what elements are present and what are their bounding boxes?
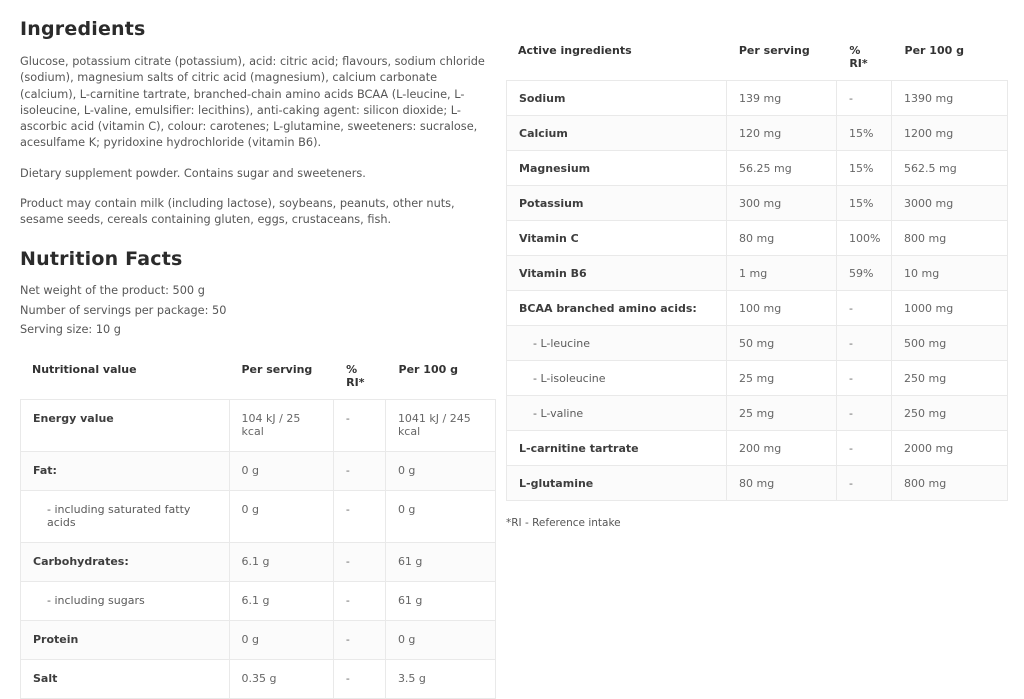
ingredients-text: Glucose, potassium citrate (potassium), acid: citric acid; flavours, sodium chloride (sodium), magnesium salts of citric acid (magnesium), calcium carbonate (calcium), L-carnitine tartrate, branched-chain amino acids BCAA (L-leucine, L-isoleucine, L-valine, emulsifier: lecithins), anti-caking agent: silicon dioxide; L-ascorbic acid (vitamin C), colour: carotenes; L-glutamine, sweeteners: sucralose, acesulfame K; pyridoxine hydrochloride (vitamin B6).	[20, 55, 485, 150]
net-weight-line: Net weight of the product: 500 g	[20, 284, 205, 298]
table-row	[21, 490, 495, 542]
per-100g-value: 10 mg	[904, 266, 940, 280]
per-serving-value: 80 mg	[727, 466, 837, 500]
per-100g-value: 2000 mg	[904, 441, 954, 455]
row-label: - L-leucine	[507, 326, 727, 360]
per-serving-value: 200 mg	[727, 431, 837, 465]
per-100g-value: 0 g	[397, 503, 416, 517]
row-label: Vitamin C	[507, 221, 727, 255]
table-row	[21, 659, 495, 698]
ri-value: 15%	[837, 151, 892, 185]
row-label: L-glutamine	[507, 466, 727, 500]
per-serving-value: 104 kJ / 25 kcal	[230, 400, 334, 451]
per-serving-value: 0.35 g	[230, 660, 334, 698]
servings-line: Number of servings per package: 50	[20, 303, 227, 317]
per-100g-value: 61 g	[397, 594, 423, 608]
table-row	[507, 465, 1007, 500]
ri-value: -	[334, 400, 386, 451]
ri-value: -	[334, 491, 386, 542]
per-100g-value: 500 mg	[904, 336, 947, 350]
per-serving-value: 50 mg	[727, 326, 837, 360]
per-serving-value: 56.25 mg	[727, 151, 837, 185]
table-row	[21, 581, 495, 620]
allergen-note: Product may contain milk (including lactose), soybeans, peanuts, other nuts, sesame seeds, cereals containing gluten, eggs, crustaceans, fish.	[20, 196, 455, 227]
table-row	[507, 185, 1007, 220]
table-row	[507, 325, 1007, 360]
active-ingredients-table	[506, 36, 1008, 501]
column-header: % RI*	[849, 44, 868, 70]
column-header: Per 100 g	[398, 362, 458, 376]
serving-size-line: Serving size: 10 g	[20, 323, 121, 337]
nutrition-facts-title: Nutrition Facts	[20, 248, 183, 271]
table-header-row	[20, 355, 496, 399]
column-header: Nutritional value	[32, 362, 137, 376]
table-row	[507, 115, 1007, 150]
row-label: - including sugars	[21, 582, 230, 620]
ri-value: -	[837, 396, 892, 430]
row-label: Sodium	[507, 81, 727, 115]
per-100g-value: 1041 kJ / 245 kcal	[397, 412, 471, 439]
ingredients-column	[20, 14, 496, 699]
row-label: Calcium	[507, 116, 727, 150]
table-row	[507, 395, 1007, 430]
ri-value: -	[837, 361, 892, 395]
row-label: Carbohydrates:	[21, 543, 230, 581]
reference-intake-footnote: *RI - Reference intake	[506, 517, 621, 529]
per-serving-value: 0 g	[230, 452, 334, 490]
ri-value: -	[334, 660, 386, 698]
ri-value: 59%	[837, 256, 892, 290]
column-header: Active ingredients	[518, 44, 632, 57]
table-body	[20, 399, 496, 699]
table-row	[507, 81, 1007, 115]
per-100g-value: 3.5 g	[397, 672, 426, 686]
ingredients-title: Ingredients	[20, 18, 146, 40]
ri-value: -	[334, 621, 386, 659]
row-label: - including saturated fatty acids	[21, 491, 230, 542]
per-serving-value: 0 g	[230, 491, 334, 542]
per-serving-value: 120 mg	[727, 116, 837, 150]
column-header: Per serving	[241, 362, 313, 376]
table-row	[21, 400, 495, 451]
per-100g-value: 250 mg	[904, 406, 947, 420]
per-100g-value: 250 mg	[904, 371, 947, 385]
table-row	[507, 220, 1007, 255]
row-label: Salt	[21, 660, 230, 698]
column-header: Per serving	[738, 44, 810, 57]
row-label: - L-valine	[507, 396, 727, 430]
per-serving-value: 25 mg	[727, 396, 837, 430]
row-label: Fat:	[21, 452, 230, 490]
table-body	[506, 80, 1008, 501]
table-row	[21, 542, 495, 581]
per-100g-value: 800 mg	[904, 231, 947, 245]
per-100g-value: 3000 mg	[904, 196, 954, 210]
row-label: - L-isoleucine	[507, 361, 727, 395]
per-serving-value: 1 mg	[727, 256, 837, 290]
table-row	[507, 430, 1007, 465]
column-header: Per 100 g	[904, 44, 964, 57]
table-row	[507, 290, 1007, 325]
ri-value: -	[334, 582, 386, 620]
ri-value: -	[837, 431, 892, 465]
table-row	[507, 150, 1007, 185]
per-serving-value: 80 mg	[727, 221, 837, 255]
table-row	[21, 451, 495, 490]
ri-value: -	[837, 81, 892, 115]
column-header: % RI*	[346, 362, 365, 389]
per-100g-value: 0 g	[397, 464, 416, 478]
row-label: Protein	[21, 621, 230, 659]
per-serving-value: 100 mg	[727, 291, 837, 325]
per-serving-value: 6.1 g	[230, 543, 334, 581]
per-100g-value: 562.5 mg	[904, 161, 957, 175]
ri-value: 15%	[837, 116, 892, 150]
row-label: Magnesium	[507, 151, 727, 185]
row-label: Energy value	[21, 400, 230, 451]
table-row	[507, 255, 1007, 290]
ri-value: 15%	[837, 186, 892, 220]
active-ingredients-column	[506, 14, 1008, 699]
per-serving-value: 25 mg	[727, 361, 837, 395]
row-label: L-carnitine tartrate	[507, 431, 727, 465]
per-serving-value: 300 mg	[727, 186, 837, 220]
per-100g-value: 1390 mg	[904, 91, 954, 105]
ri-value: -	[334, 543, 386, 581]
ri-value: -	[837, 326, 892, 360]
row-label: Vitamin B6	[507, 256, 727, 290]
per-serving-value: 139 mg	[727, 81, 837, 115]
row-label: BCAA branched amino acids:	[507, 291, 727, 325]
ri-value: -	[334, 452, 386, 490]
row-label: Potassium	[507, 186, 727, 220]
per-100g-value: 800 mg	[904, 476, 947, 490]
ri-value: -	[837, 466, 892, 500]
per-100g-value: 1000 mg	[904, 301, 954, 315]
per-100g-value: 1200 mg	[904, 126, 954, 140]
table-header-row	[506, 36, 1008, 80]
per-serving-value: 0 g	[230, 621, 334, 659]
per-100g-value: 61 g	[397, 555, 423, 569]
ri-value: -	[837, 291, 892, 325]
nutritional-value-table	[20, 355, 496, 699]
table-row	[507, 360, 1007, 395]
per-100g-value: 0 g	[397, 633, 416, 647]
supplement-note: Dietary supplement powder. Contains sugar and sweeteners.	[20, 166, 366, 180]
per-serving-value: 6.1 g	[230, 582, 334, 620]
ri-value: 100%	[837, 221, 892, 255]
